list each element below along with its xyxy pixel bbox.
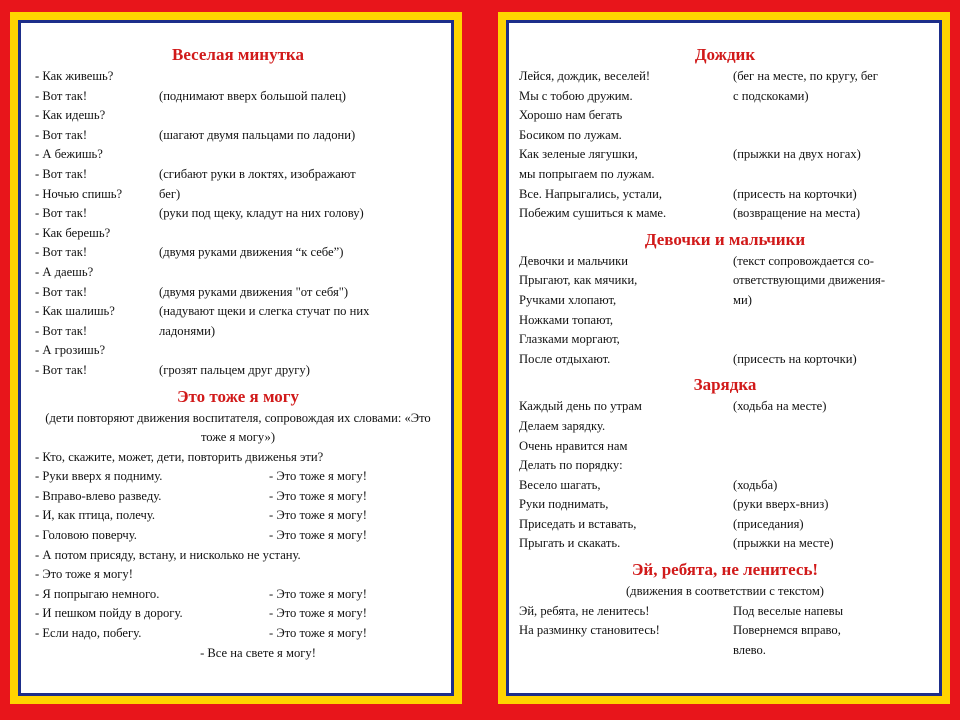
line-text: Приседать и вставать, xyxy=(519,516,637,531)
line-text: Руки поднимать, xyxy=(519,497,609,512)
line-text: После отдыхают. xyxy=(519,351,611,366)
line-note: бег) xyxy=(159,186,181,201)
line-note: (прыжки на месте) xyxy=(733,536,834,551)
line-note: (сгибают руки в локтях, изображают xyxy=(159,166,356,181)
section-title-devochki-i-malchiki: Девочки и мальчики xyxy=(644,229,806,249)
text-line xyxy=(519,311,931,331)
text-line xyxy=(519,145,931,165)
line-note: ладонями) xyxy=(159,323,216,338)
text-line xyxy=(519,417,931,437)
line-text: - Как берешь? xyxy=(35,225,111,240)
line-note: - Это тоже я могу! xyxy=(269,469,367,484)
text-line xyxy=(519,87,931,107)
line-note: (двумя руками движения "от себя") xyxy=(159,284,349,299)
line-text: Девочки и мальчики xyxy=(519,253,628,268)
line-text: - Вот так! xyxy=(35,323,88,338)
section-title-eto-tozhe-ya-mogu: Это тоже я могу xyxy=(176,386,300,406)
line-note: ми) xyxy=(733,292,752,307)
line-text: - Если надо, побегу. xyxy=(35,626,142,641)
line-note: (возвращение на места) xyxy=(733,206,861,221)
line-note: (присесть на корточки) xyxy=(733,186,857,201)
text-line xyxy=(35,506,441,526)
section-veselaya-minutka xyxy=(35,67,441,381)
text-line xyxy=(519,437,931,457)
text-line xyxy=(35,526,441,546)
line-text: - И, как птица, полечу. xyxy=(35,508,156,523)
text-line xyxy=(519,185,931,205)
text-line xyxy=(519,291,931,311)
text-line xyxy=(519,204,931,224)
line-text: Побежим сушиться к маме. xyxy=(519,206,667,221)
line-text: Мы с тобою дружим. xyxy=(519,88,633,103)
text-line xyxy=(519,641,931,661)
text-line xyxy=(519,67,931,87)
line-text: - Ночью спишь? xyxy=(35,186,123,201)
line-text: Прыгают, как мячики, xyxy=(519,273,638,288)
text-line xyxy=(35,624,441,644)
text-line xyxy=(35,185,441,205)
line-note: - Это тоже я могу! xyxy=(269,606,367,621)
text-line xyxy=(35,341,441,361)
line-text: - Вот так! xyxy=(35,166,88,181)
left-card xyxy=(10,12,462,704)
line-note: (поднимают вверх большой палец) xyxy=(159,88,346,103)
text-line xyxy=(519,397,931,417)
line-text: На разминку становитесь! xyxy=(519,623,660,638)
text-line xyxy=(35,87,441,107)
line-text: - Это тоже я могу! xyxy=(35,567,133,582)
text-line xyxy=(35,546,441,566)
line-text: мы попрыгаем по лужам. xyxy=(519,166,655,181)
text-line xyxy=(519,165,931,185)
text-line xyxy=(35,585,441,605)
line-text: - Вот так! xyxy=(35,284,88,299)
line-note: ответствующими движения- xyxy=(733,273,886,288)
line-note: - Это тоже я могу! xyxy=(269,488,367,503)
line-text: Весело шагать, xyxy=(519,477,601,492)
line-text: Делаем зарядку. xyxy=(519,418,606,433)
line-note: (шагают двумя пальцами по ладони) xyxy=(159,127,356,142)
text-line xyxy=(35,243,441,263)
line-text: - Кто, скажите, может, дети, повторить движенья эти? xyxy=(35,449,324,464)
text-line xyxy=(35,67,441,87)
line-note: влево. xyxy=(733,642,766,657)
line-note: (ходьба на месте) xyxy=(733,399,827,414)
line-note: (ходьба) xyxy=(733,477,778,492)
line-text: - Вот так! xyxy=(35,206,88,221)
text-line xyxy=(519,602,931,622)
section-dozhdik xyxy=(519,67,931,224)
text-line xyxy=(519,515,931,535)
section-title-zaryadka: Зарядка xyxy=(693,375,757,395)
text-line xyxy=(35,145,441,165)
line-text: - Как идешь? xyxy=(35,108,106,123)
section-devochki-i-malchiki xyxy=(519,252,931,370)
line-text: Как зеленые лягушки, xyxy=(519,147,638,162)
line-text: Лейся, дождик, веселей! xyxy=(519,69,651,83)
line-text: Ручками хлопают, xyxy=(519,292,617,307)
line-text: - Вот так! xyxy=(35,362,88,377)
text-line xyxy=(519,534,931,554)
text-line xyxy=(35,224,441,244)
text-line xyxy=(35,126,441,146)
text-line xyxy=(519,106,931,126)
line-note: (присесть на корточки) xyxy=(733,351,857,366)
line-text: - А даешь? xyxy=(35,264,94,279)
text-line xyxy=(35,487,441,507)
line-note: (прыжки на двух ногах) xyxy=(733,147,861,162)
line-text: Босиком по лужам. xyxy=(519,127,622,142)
text-line xyxy=(519,456,931,476)
line-text: - Как шалишь? xyxy=(35,304,115,319)
text-line xyxy=(35,361,441,381)
line-note: (руки вверх-вниз) xyxy=(733,497,829,512)
line-note: - Это тоже я могу! xyxy=(269,626,367,641)
section-title-dozhdik: Дождик xyxy=(694,45,756,64)
text-line xyxy=(519,621,931,641)
final-line: - Все на свете я могу! xyxy=(200,645,316,660)
section-title-veselaya-minutka: Веселая минутка xyxy=(172,45,304,64)
text-line xyxy=(35,165,441,185)
line-text: Хорошо нам бегать xyxy=(519,108,623,123)
text-line xyxy=(35,604,441,624)
text-line xyxy=(519,476,931,496)
text-line xyxy=(35,565,441,585)
section-ey-rebyata xyxy=(519,602,931,661)
right-card xyxy=(498,12,950,704)
line-text: - Я попрыгаю немного. xyxy=(35,586,160,601)
line-note: (приседания) xyxy=(733,516,804,531)
line-note: (бег на месте, по кругу, бег xyxy=(733,69,878,83)
text-line xyxy=(35,467,441,487)
line-note: (двумя руками движения “к себе”) xyxy=(159,245,344,260)
section-intro: (движения в соответствии с текстом) xyxy=(625,584,825,599)
line-text: - Руки вверх я подниму. xyxy=(35,469,163,484)
line-text: Очень нравится нам xyxy=(519,438,628,453)
section-title-ey-rebyata: Эй, ребята, не ленитесь! xyxy=(631,560,819,580)
text-line xyxy=(519,252,931,272)
section-intro: (дети повторяют движения воспитателя, сопровождая их словами: «Это тоже я могу») xyxy=(45,410,431,445)
line-text: - А бежишь? xyxy=(35,147,103,162)
line-text: Глазками моргают, xyxy=(519,332,620,347)
line-text: Ножками топают, xyxy=(519,312,614,327)
text-line xyxy=(35,263,441,283)
text-line xyxy=(35,283,441,303)
text-line xyxy=(35,322,441,342)
line-note: - Это тоже я могу! xyxy=(269,586,367,601)
line-text: Каждый день по утрам xyxy=(519,399,642,414)
line-text: - Вот так! xyxy=(35,245,88,260)
line-note: (текст сопровождается со- xyxy=(733,253,874,268)
line-text: Прыгать и скакать. xyxy=(519,536,621,551)
text-line xyxy=(35,302,441,322)
line-note: - Это тоже я могу! xyxy=(269,528,367,543)
text-line xyxy=(35,204,441,224)
line-text: - А грозишь? xyxy=(35,343,106,358)
line-text: - Вправо-влево разведу. xyxy=(35,488,162,503)
section-zaryadka xyxy=(519,397,931,554)
line-text: - Вот так! xyxy=(35,127,88,142)
line-note: (надувают щеки и слегка стучат по них xyxy=(159,304,370,319)
line-text: - И пешком пойду в дорогу. xyxy=(35,606,183,621)
line-note: с подскоками) xyxy=(733,88,809,103)
right-card-content xyxy=(506,20,942,696)
text-line xyxy=(519,126,931,146)
line-text: Все. Напрыгались, устали, xyxy=(519,186,662,201)
line-text: - Головою поверчу. xyxy=(35,528,137,543)
text-line xyxy=(519,330,931,350)
line-note: (грозят пальцем друг другу) xyxy=(159,362,310,377)
line-note: - Это тоже я могу! xyxy=(269,508,367,523)
line-text: Делать по порядку: xyxy=(519,458,623,473)
line-text: Эй, ребята, не ленитесь! xyxy=(519,603,650,618)
line-text: - Вот так! xyxy=(35,88,88,103)
line-text: - Как живешь? xyxy=(35,69,114,83)
line-note: (руки под щеку, кладут на них голову) xyxy=(159,206,364,221)
left-card-content xyxy=(18,20,454,696)
line-note: Под веселые напевы xyxy=(733,603,844,618)
text-line xyxy=(519,271,931,291)
text-line xyxy=(35,106,441,126)
line-text: - А потом присяду, встану, и нисколько не устану. xyxy=(35,547,301,562)
line-note: Повернемся вправо, xyxy=(733,623,841,638)
text-line xyxy=(519,495,931,515)
text-line xyxy=(519,350,931,370)
section-eto-tozhe-ya-mogu xyxy=(35,448,441,644)
text-line xyxy=(35,448,441,468)
